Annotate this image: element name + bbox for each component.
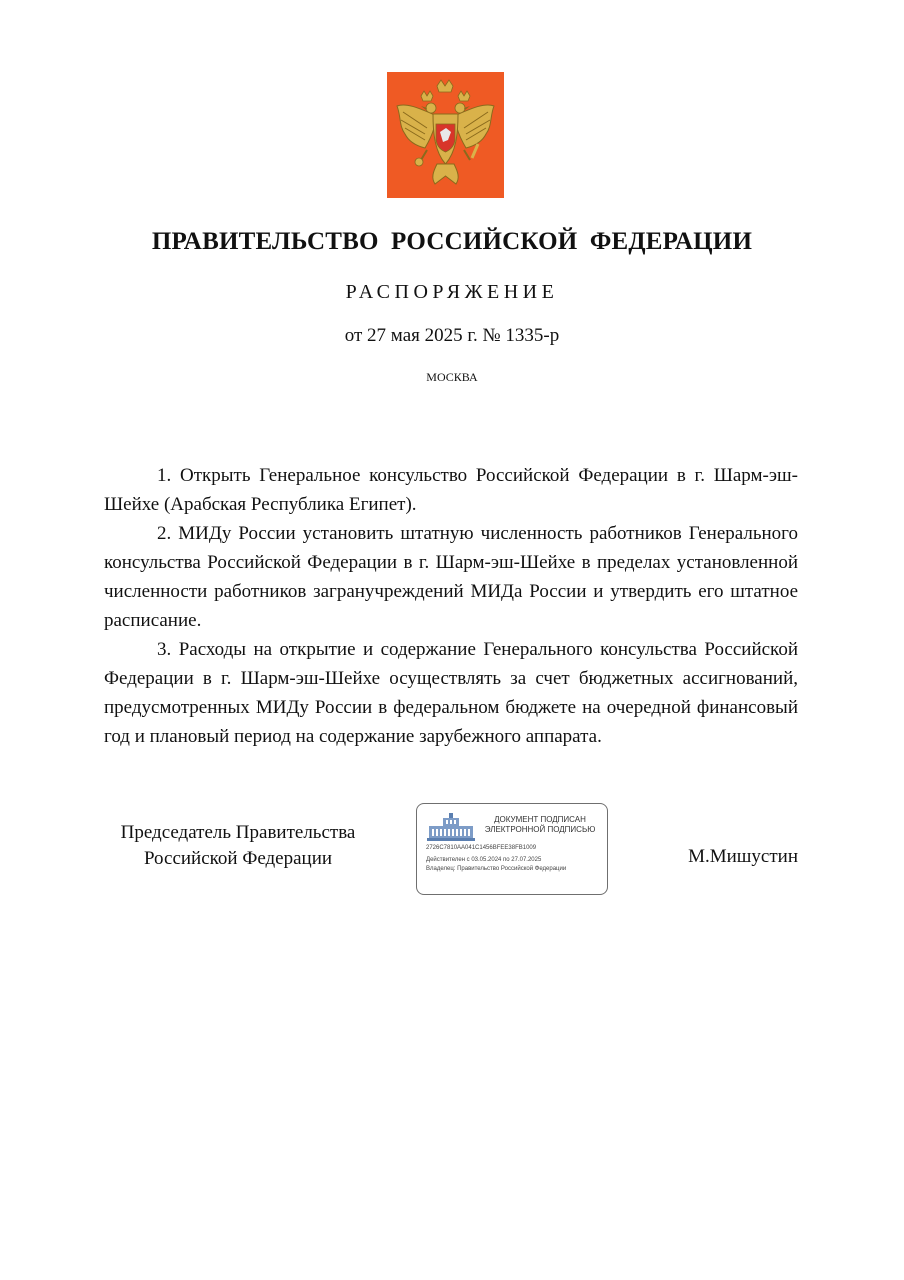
document-type: РАСПОРЯЖЕНИЕ bbox=[345, 281, 559, 303]
stamp-certificate-serial: 2726C7810AA041C1456BFEE38FB1009 bbox=[426, 845, 537, 851]
paragraph-1: 1. Открыть Генеральное консульство Российской Федерации в г. Шарм-эш-Шейхе (Арабская Республика Египет). bbox=[104, 465, 798, 515]
government-title: ПРАВИТЕЛЬСТВО РОССИЙСКОЙ ФЕДЕРАЦИИ bbox=[151, 228, 753, 255]
signer-position-line-2: Российской Федерации bbox=[143, 848, 333, 869]
stamp-owner: Владелец: Правительство Российской Федерации bbox=[426, 866, 567, 872]
signer-name: М.Мишустин bbox=[688, 846, 798, 867]
document-date-number: от 27 мая 2025 г. № 1335-р bbox=[344, 325, 560, 346]
paragraph-3: 3. Расходы на открытие и содержание Генерального консульства Российской Федерации в г. Шарм-эш-Шейхе осуществлять за счет бюджетных ассигнований, предусмотренных МИДу России в федеральном бюджете на очередной финансовый год и плановый период на содержание зарубежного аппарата. bbox=[104, 639, 798, 747]
government-building-icon bbox=[425, 812, 477, 842]
coat-of-arms-emblem bbox=[387, 72, 504, 198]
paragraph-2: 2. МИДу России установить штатную численность работников Генерального консульства Российской Федерации в г. Шарм-эш-Шейхе в пределах установленной численности работников загранучреждений МИДа России и утвердить его штатное расписание. bbox=[104, 523, 798, 631]
electronic-signature-stamp bbox=[416, 803, 608, 895]
stamp-heading-line-2: ЭЛЕКТРОННОЙ ПОДПИСЬЮ bbox=[484, 825, 596, 834]
document-body bbox=[104, 461, 798, 751]
signer-position bbox=[103, 820, 373, 872]
document-city: МОСКВА bbox=[426, 370, 478, 384]
signer-position-line-1: Председатель Правительства bbox=[120, 822, 356, 843]
stamp-heading-line-1: ДОКУМЕНТ ПОДПИСАН bbox=[494, 815, 586, 824]
russian-coat-of-arms-icon bbox=[387, 72, 504, 198]
stamp-heading bbox=[475, 815, 605, 835]
stamp-validity-period: Действителен с 03.05.2024 по 27.07.2025 bbox=[426, 857, 542, 863]
